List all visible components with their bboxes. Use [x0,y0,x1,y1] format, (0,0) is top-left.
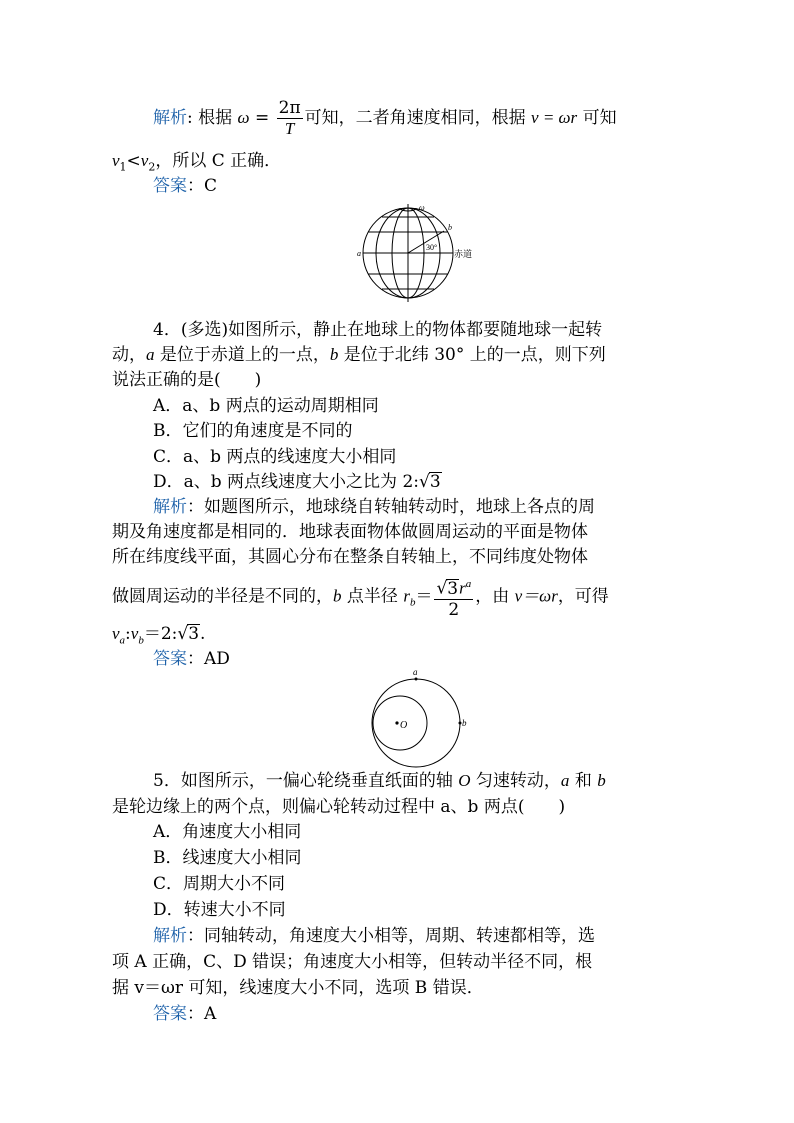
point-a-label: a [357,249,361,258]
q5-solution-line2: 项 A 正确，C、D 错误；角速度大小相等，但转动半径不同，根 [112,952,593,972]
omega-label: ω [419,203,425,212]
q5-solution-line3: 据 v＝ωr 可知，线速度大小不同，选项 B 错误． [112,978,484,998]
q4-solution-line1: 解析：如题图所示，地球绕自转轴转动时，地球上各点的周 [153,497,595,517]
globe-figure [352,200,492,305]
point-b-label: b [462,718,467,728]
q5-option-c: C．周期大小不同 [153,874,286,894]
solution-label: 解析 [153,926,187,946]
q4-solution-line4: 做圆周运动的半径是不同的，b 点半径 $r_b=$ $\frac{√3r^a}{2}$ ，由 v＝ωr，可得 [112,574,609,623]
solution-label: 解析 [153,497,187,517]
axis-o-label: O [400,720,408,731]
q5-option-a: A．角速度大小相同 [153,822,302,842]
q4-option-b: B．它们的角速度是不同的 [153,421,353,441]
answer-label: 答案 [153,1004,187,1024]
q4-stem-line1: 4．(多选)如图所示，静止在地球上的物体都要随地球一起转 [153,320,603,340]
q4-solution-line5: $v_a:v_b=2:√3$. [112,624,206,647]
point-a-dot [415,678,418,681]
q3-solution-line1: 解析: 根据 ω = $\frac{2\pi}{T}$ 可知，二者角速度相同，根据 v = ωr 可知 [153,98,617,138]
q4-option-d: D．a、b 两点线速度大小之比为 2:√3 [153,472,441,492]
q5-option-d: D．转速大小不同 [153,900,286,920]
answer-label: 答案 [153,649,187,669]
q5-stem-line1: 5．如图所示，一偏心轮绕垂直纸面的轴 O 匀速转动，a 和 b [153,771,606,791]
fraction: $\frac{2\pi}{T}$ [278,98,301,138]
q4-stem-line2: 动，a 是位于赤道上的一点，b 是位于北纬 30° 上的一点，则下列 [112,345,606,365]
q4-option-a: A．a、b 两点的运动周期相同 [153,396,379,416]
angle-label: 30° [426,243,438,252]
q3-solution-line2: $v_1<v_2$，所以 C 正确． [112,151,282,174]
eccentric-wheel-figure [360,665,480,777]
q5-stem-line2: 是轮边缘上的两个点，则偏心轮转动过程中 a、b 两点( ) [112,797,566,817]
point-a-label: a [413,667,418,677]
solution-label: 解析 [153,108,187,128]
axis-o-dot [395,721,398,724]
q5-answer: 答案：A [153,1004,217,1024]
point-b-label: b [448,223,452,232]
q5-option-b: B．线速度大小相同 [153,848,302,868]
q5-solution-line1: 解析：同轴转动，角速度大小相等，周期、转速都相等，选 [153,926,595,946]
equator-label: 赤道 [454,249,473,259]
q4-solution-line2: 期及角速度都是相同的．地球表面物体做圆周运动的平面是物体 [112,522,588,542]
fraction: $\frac{√3r^a}{2}$ [434,574,473,620]
q3-answer: 答案：C [153,176,218,196]
answer-label: 答案 [153,176,187,196]
q4-stem-line3: 说法正确的是( ) [112,370,262,390]
q4-option-c: C．a、b 两点的线速度大小相同 [153,447,397,467]
q4-solution-line3: 所在纬度线平面，其圆心分布在整条自转轴上，不同纬度处物体 [112,547,588,567]
q4-answer: 答案：AD [153,649,230,669]
